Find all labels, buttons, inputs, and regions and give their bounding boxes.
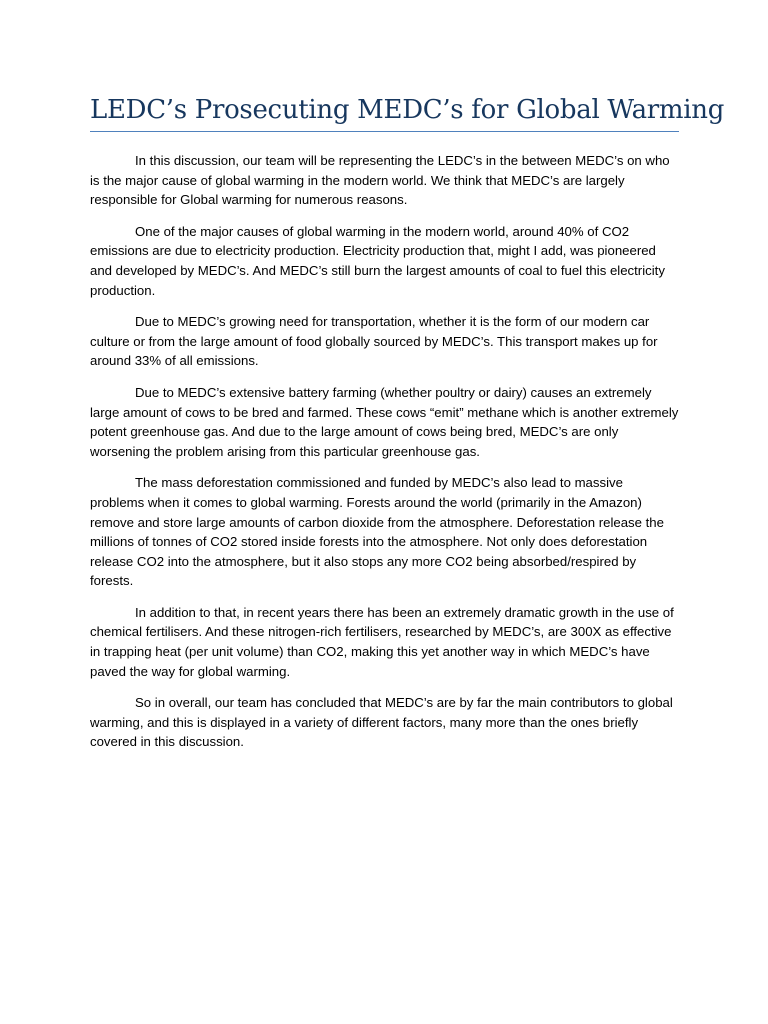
title-underline-rule [90, 131, 679, 132]
paragraph-electricity: One of the major causes of global warming in the modern world, around 40% of CO2 emissions are due to electricity production. Electricity production that, might I add, was pioneered and developed by MEDC’s. And MEDC’s still burn the largest amounts of coal to fuel this electricity production. [90, 223, 665, 298]
document-body [90, 151, 680, 764]
paragraph-transportation: Due to MEDC’s growing need for transportation, whether it is the form of our modern car culture or from the large amount of food globally sourced by MEDC’s. This transport makes up for around 33% of all emissions. [90, 314, 658, 369]
paragraph-battery-farming: Due to MEDC’s extensive battery farming (whether poultry or dairy) causes an extremely large amount of cows to be bred and farmed. These cows “emit” methane which is another extremely potent greenhouse gas. And due to the large amount of cows being bred, MEDC’s are only worsening the problem arising from this particular greenhouse gas. [90, 384, 679, 459]
paragraph-deforestation: The mass deforestation commissioned and funded by MEDC’s also lead to massive problems when it comes to global warming. Forests around the world (primarily in the Amazon) remove and store large amounts of carbon dioxide from the atmosphere. Deforestation release the millions of tonnes of CO2 stored inside forests into the atmosphere. Not only does deforestation release CO2 into the atmosphere, but it also stops any more CO2 being absorbed/respired by forests. [90, 475, 664, 589]
paragraph-conclusion: So in overall, our team has concluded that MEDC’s are by far the main contributors to global warming, and this is displayed in a variety of different factors, many more than the ones briefly covered in this discussion. [90, 695, 673, 750]
paragraph-fertilisers: In addition to that, in recent years there has been an extremely dramatic growth in the use of chemical fertilisers. And these nitrogen-rich fertilisers, researched by MEDC’s, are 300X as effective in trapping heat (per unit volume) than CO2, making this yet another way in which MEDC’s have paved the way for global warming. [90, 604, 674, 679]
document-title: LEDC’s Prosecuting MEDC’s for Global Warming [90, 95, 725, 125]
paragraph-intro: In this discussion, our team will be representing the LEDC’s in the between MEDC’s on who is the major cause of global warming in the modern world. We think that MEDC’s are largely responsible for Global warming for numerous reasons. [90, 153, 670, 208]
